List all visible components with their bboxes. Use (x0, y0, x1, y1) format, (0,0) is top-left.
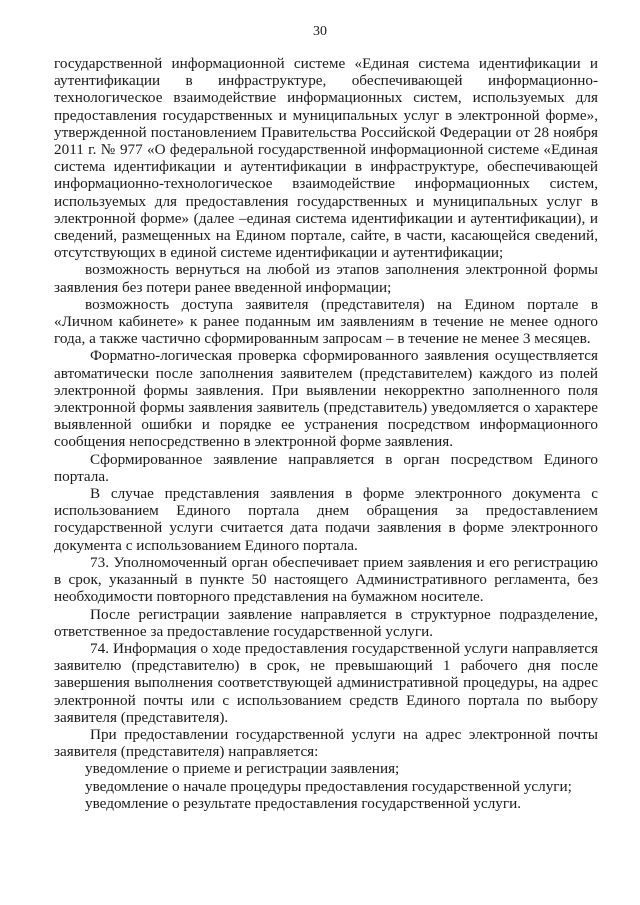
list-item-receipt-notification: уведомление о приеме и регистрации заявления; (85, 760, 400, 778)
paragraph-after-registration: После регистрации заявление направляется в структурное подразделение, ответственное за предоставление государственной услуги. (54, 605, 598, 640)
paragraph-personal-cabinet-access: возможность доступа заявителя (представителя) на Едином портале в «Личном кабинете» к ранее поданным им заявлениям в течение не менее одного года, а также частично сформированным запросам – в течение не менее 3 месяцев. (54, 295, 598, 348)
document-body (54, 55, 598, 812)
paragraph-section-74: 74. Информация о ходе предоставления государственной услуги направляется заявителю (представителю) в срок, не превышающий 1 рабочего дня после завершения выполнения соответствующей административной процедуры, на адрес электронной почты или с использованием средств Единого портала по выбору заявителя (представителя). (54, 639, 598, 726)
paragraph-email-notifications-intro: При предоставлении государственной услуги на адрес электронной почты заявителя (представителя) направляется: (54, 725, 598, 761)
paragraph-format-logical-check: Форматно-логическая проверка сформированного заявления осуществляется автоматически после заполнения заявителем (представителем) каждого из полей электронной формы заявления. При выявлении некорректно заполненного поля электронной формы заявления заявитель (представитель) уведомляется о характере выявленной ошибки и порядке ее устранения посредством информационного сообщения непосредственно в электронной форме заявления. (54, 347, 598, 451)
paragraph-submission-date: В случае представления заявления в форме электронного документа с использованием Единого портала днем обращения за предоставлением государственной услуги считается дата подачи заявления в форме электронного документа с использованием Единого портала. (54, 485, 598, 554)
paragraph-application-sent: Сформированное заявление направляется в орган посредством Единого портала. (54, 450, 598, 485)
paragraph-return-to-step: возможность вернуться на любой из этапов заполнения электронной формы заявления без потери ранее введенной информации; (54, 261, 598, 296)
paragraph-section-73: 73. Уполномоченный орган обеспечивает прием заявления и его регистрацию в срок, указанный в пункте 50 настоящего Административного регламента, без необходимости повторного представления на бумажном носителе. (54, 553, 598, 606)
paragraph-identification-system: государственной информационной системе «Единая система идентификации и аутентификации в инфраструктуре, обеспечивающей информационно-технологическое взаимодействие информационных систем, используемых для предоставления государственных и муниципальных услуг в электронной форме», утвержденной постановлением Правительства Российской Федерации от 28 ноября 2011 г. № 977 «О федеральной государственной информационной системе «Единая система идентификации и аутентификации в инфраструктуре, обеспечивающей информационно-технологическое взаимодействие информационных систем, используемых для предоставления государственных и муниципальных услуг в электронной форме» (далее –единая система идентификации и аутентификации), и сведений, размещенных на Едином портале, сайте, в части, касающейся сведений, отсутствующих в единой системе идентификации и аутентификации; (54, 55, 598, 262)
list-item-start-notification: уведомление о начале процедуры предоставления государственной услуги; (85, 777, 572, 795)
list-item-result-notification: уведомление о результате предоставления государственной услуги. (85, 794, 522, 812)
page-number: 30 (313, 24, 327, 39)
